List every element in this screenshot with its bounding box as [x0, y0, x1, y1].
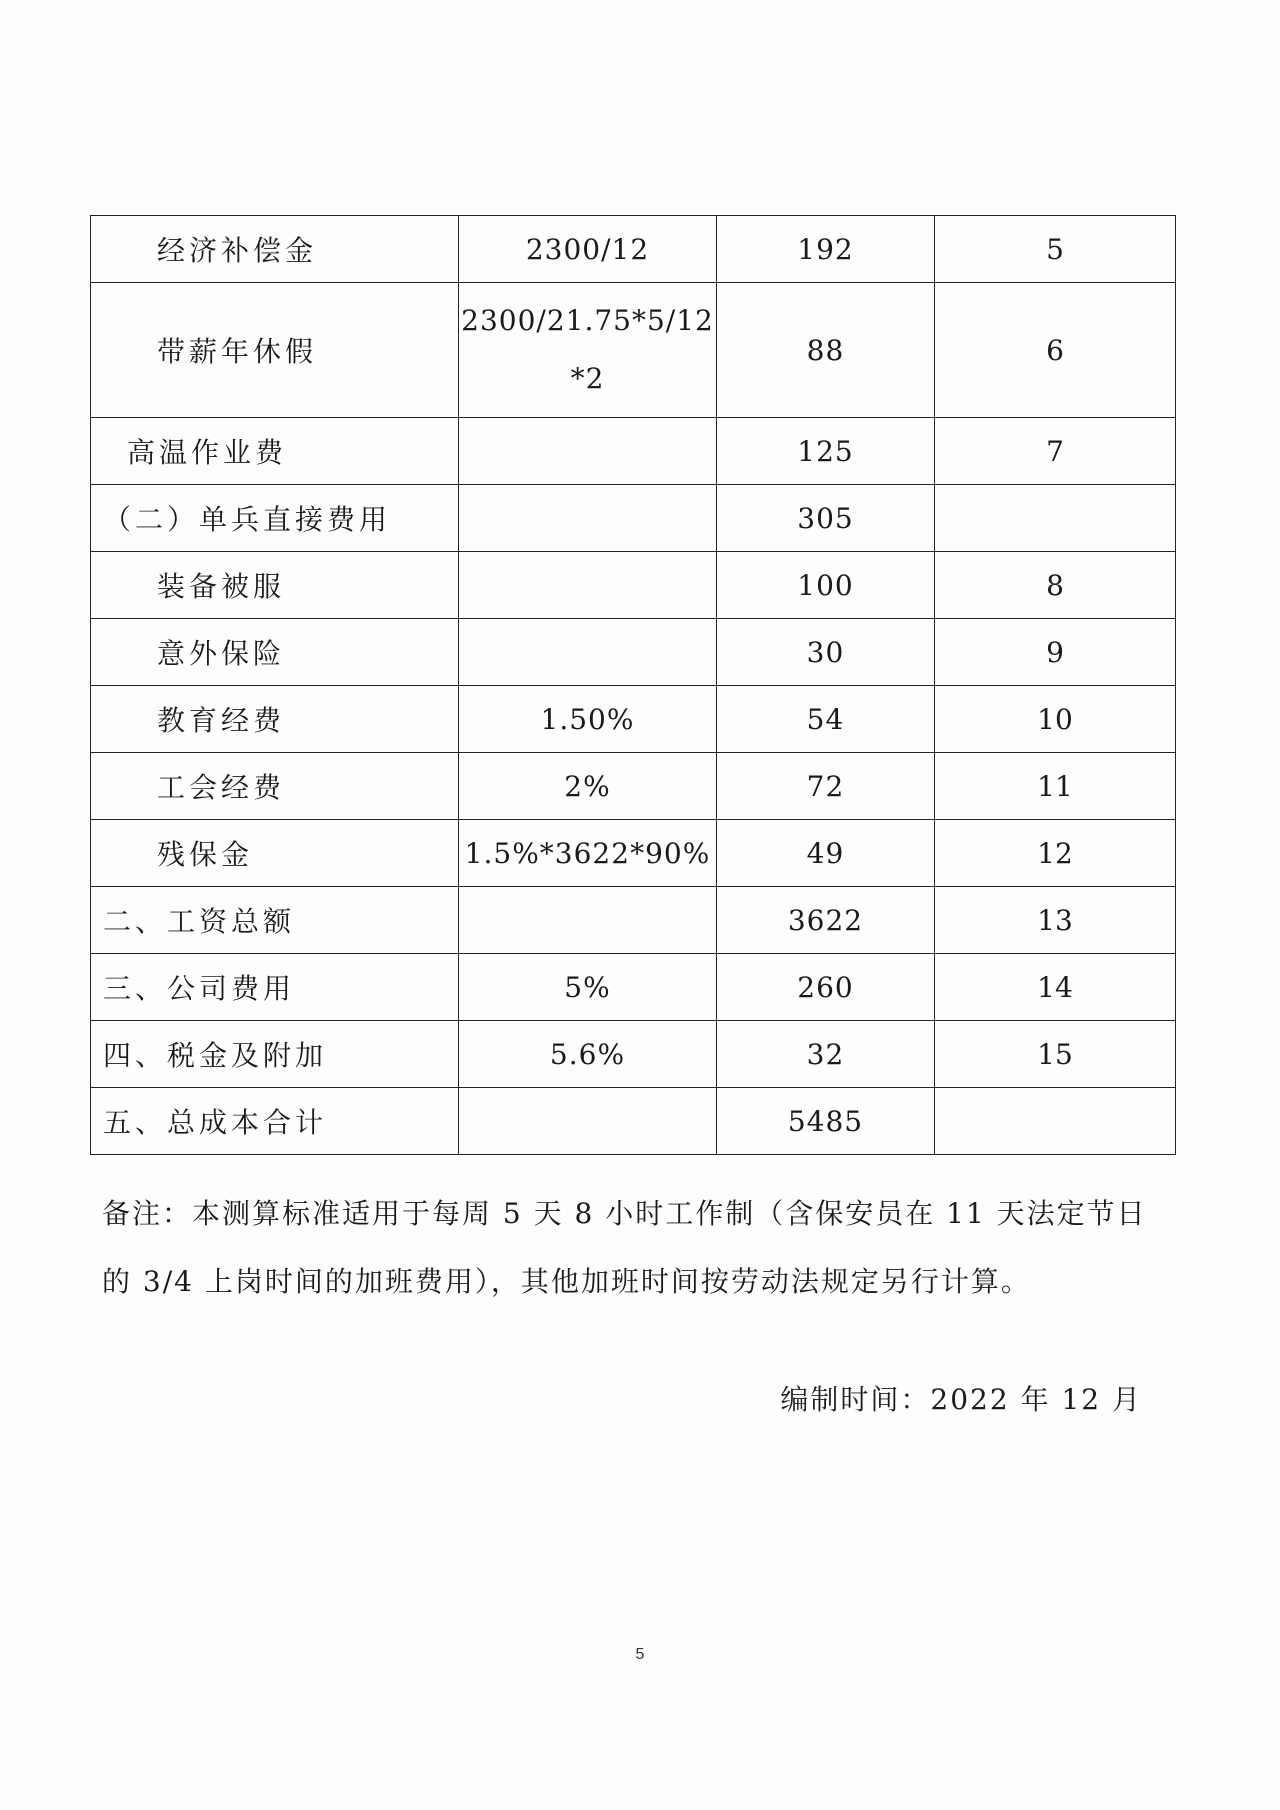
- amount-cell: 305: [717, 485, 935, 552]
- seq-cell: 15: [935, 1021, 1176, 1088]
- formula-line-1: 2300/21.75*5/12: [461, 304, 714, 337]
- table-row: [91, 485, 1176, 552]
- amount-cell: 30: [717, 619, 935, 686]
- amount-cell: 72: [717, 753, 935, 820]
- seq-cell: 12: [935, 820, 1176, 887]
- formula-cell: [459, 1088, 717, 1155]
- table-row: [91, 753, 1176, 820]
- formula-cell: 1.50%: [459, 686, 717, 753]
- formula-cell: [459, 887, 717, 954]
- table-row: [91, 552, 1176, 619]
- amount-cell: 32: [717, 1021, 935, 1088]
- seq-cell: 5: [935, 216, 1176, 283]
- formula-cell: [459, 485, 717, 552]
- table-row: [91, 619, 1176, 686]
- table-row: [91, 820, 1176, 887]
- seq-cell: [935, 1088, 1176, 1155]
- seq-cell: 6: [935, 283, 1176, 418]
- amount-cell: 5485: [717, 1088, 935, 1155]
- table-row: [91, 1021, 1176, 1088]
- formula-cell: 1.5%*3622*90%: [459, 820, 717, 887]
- amount-cell: 100: [717, 552, 935, 619]
- table-row: [91, 887, 1176, 954]
- amount-cell: 125: [717, 418, 935, 485]
- formula-cell: [459, 418, 717, 485]
- formula-cell: [459, 552, 717, 619]
- item-cell: 残保金: [91, 820, 459, 887]
- seq-cell: 11: [935, 753, 1176, 820]
- amount-cell: 192: [717, 216, 935, 283]
- item-cell: 高温作业费: [91, 418, 459, 485]
- seq-cell: 8: [935, 552, 1176, 619]
- amount-cell: 54: [717, 686, 935, 753]
- table-row: [91, 686, 1176, 753]
- remarks-paragraph: 备注：本测算标准适用于每周 5 天 8 小时工作制（含保安员在 11 天法定节日的 3/4 上岗时间的加班费用），其他加班时间按劳动法规定另行计算。: [102, 1197, 1147, 1298]
- item-cell: 工会经费: [91, 753, 459, 820]
- formula-cell: 5.6%: [459, 1021, 717, 1088]
- formula-cell: 2300/12: [459, 216, 717, 283]
- formula-cell: [459, 283, 717, 418]
- item-cell: 二、工资总额: [91, 887, 459, 954]
- formula-line-2: *2: [570, 362, 605, 395]
- table-row: [91, 954, 1176, 1021]
- seq-cell: 9: [935, 619, 1176, 686]
- item-cell: 带薪年休假: [91, 283, 459, 418]
- seq-cell: 10: [935, 686, 1176, 753]
- seq-cell: 14: [935, 954, 1176, 1021]
- seq-cell: [935, 485, 1176, 552]
- amount-cell: 260: [717, 954, 935, 1021]
- amount-cell: 3622: [717, 887, 935, 954]
- item-cell: 经济补偿金: [91, 216, 459, 283]
- item-cell: 五、总成本合计: [91, 1088, 459, 1155]
- formula-cell: [459, 619, 717, 686]
- compiled-date: 编制时间：2022 年 12 月: [780, 1383, 1142, 1416]
- cost-table: [90, 215, 1176, 1155]
- item-cell: 三、公司费用: [91, 954, 459, 1021]
- item-cell: 教育经费: [91, 686, 459, 753]
- item-cell: 意外保险: [91, 619, 459, 686]
- table-row: [91, 418, 1176, 485]
- item-cell: 四、税金及附加: [91, 1021, 459, 1088]
- seq-cell: 7: [935, 418, 1176, 485]
- amount-cell: 88: [717, 283, 935, 418]
- seq-cell: 13: [935, 887, 1176, 954]
- amount-cell: 49: [717, 820, 935, 887]
- item-cell: 装备被服: [91, 552, 459, 619]
- item-cell: （二）单兵直接费用: [91, 485, 459, 552]
- formula-cell: 2%: [459, 753, 717, 820]
- table-row: [91, 1088, 1176, 1155]
- page-number: 5: [635, 1646, 645, 1663]
- formula-cell: 5%: [459, 954, 717, 1021]
- table-row: [91, 216, 1176, 283]
- table-row: [91, 283, 1176, 418]
